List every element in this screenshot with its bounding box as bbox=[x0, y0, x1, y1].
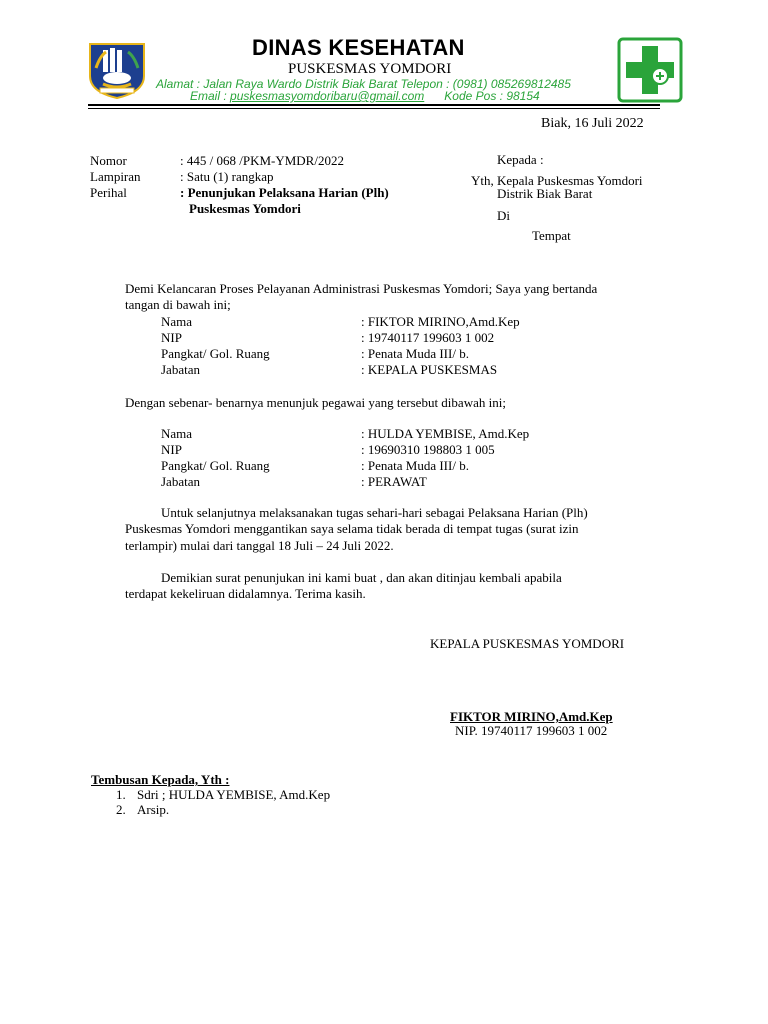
email-label: Email : bbox=[190, 89, 231, 103]
regional-emblem-icon bbox=[86, 38, 148, 100]
perihal-value-cont: Puskesmas Yomdori bbox=[189, 201, 301, 216]
appointee-nip-label: NIP bbox=[161, 442, 182, 457]
tembusan-item bbox=[116, 802, 169, 818]
header-contact-line bbox=[190, 89, 540, 103]
puskesmas-cross-logo-icon bbox=[614, 34, 686, 106]
nomor-value: : 445 / 068 /PKM-YMDR/2022 bbox=[180, 153, 344, 168]
signer-nip: : 19740117 199603 1 002 bbox=[361, 330, 495, 345]
signer-nama: : FIKTOR MIRINO,Amd.Kep bbox=[361, 314, 520, 329]
nomor-label: Nomor bbox=[90, 153, 127, 168]
appointee-jabatan-label: Jabatan bbox=[161, 474, 200, 489]
appointee-pangkat: : Penata Muda III/ b. bbox=[361, 458, 469, 473]
header-divider-thin bbox=[88, 108, 660, 109]
tembusan-item-text: Sdri ; HULDA YEMBISE, Amd.Kep bbox=[137, 787, 331, 802]
intro-line1: Demi Kelancaran Proses Pelayanan Administrasi Puskesmas Yomdori; Saya yang bertanda bbox=[125, 281, 598, 296]
header-address: Alamat : Jalan Raya Wardo Distrik Biak Barat Telepon : (0981) 085269812485 bbox=[156, 77, 571, 91]
appoint-text: Dengan sebenar- benarnya menunjuk pegawai yang tersebut dibawah ini; bbox=[125, 395, 506, 410]
postcode: Kode Pos : 98154 bbox=[444, 89, 540, 103]
agency-subtitle: PUSKESMAS YOMDORI bbox=[288, 61, 452, 77]
signature-nip: NIP. 19740117 199603 1 002 bbox=[455, 723, 608, 738]
header-divider bbox=[88, 104, 660, 106]
perihal-label: Perihal bbox=[90, 185, 127, 200]
email-link[interactable]: puskesmasyomdoribaru@gmail.com bbox=[230, 89, 425, 103]
appointee-pangkat-label: Pangkat/ Gol. Ruang bbox=[161, 458, 270, 473]
recipient-line2: Distrik Biak Barat bbox=[497, 186, 593, 201]
appointee-nama: : HULDA YEMBISE, Amd.Kep bbox=[361, 426, 530, 441]
recipient-line1: Yth, Kepala Puskesmas Yomdori bbox=[471, 173, 643, 188]
intro-line2: tangan di bawah ini; bbox=[125, 297, 231, 312]
signer-pangkat: : Penata Muda III/ b. bbox=[361, 346, 469, 361]
spacer bbox=[424, 89, 444, 103]
lampiran-value: : Satu (1) rangkap bbox=[180, 169, 274, 184]
recipient-kepada: Kepada : bbox=[497, 152, 544, 167]
para1-line2: Puskesmas Yomdori menggantikan saya selama tidak berada di tempat tugas (surat izin bbox=[125, 521, 579, 536]
appointee-nip: : 19690310 198803 1 005 bbox=[361, 442, 495, 457]
tembusan-item-number: 2. bbox=[116, 802, 126, 817]
agency-title: DINAS KESEHATAN bbox=[252, 35, 465, 60]
right-logo bbox=[614, 34, 686, 106]
tembusan-item bbox=[116, 787, 330, 803]
recipient-tempat: Tempat bbox=[532, 228, 571, 243]
recipient-di: Di bbox=[497, 208, 510, 223]
para2-line2: terdapat kekeliruan didalamnya. Terima kasih. bbox=[125, 586, 366, 601]
signer-jabatan: : KEPALA PUSKESMAS bbox=[361, 362, 498, 377]
signer-nip-label: NIP bbox=[161, 330, 182, 345]
para1-line3: terlampir) mulai dari tanggal 18 Juli – 24 Juli 2022. bbox=[125, 538, 394, 553]
para2-line1: Demikian surat penunjukan ini kami buat , dan akan ditinjau kembali apabila bbox=[161, 570, 562, 585]
signer-jabatan-label: Jabatan bbox=[161, 362, 200, 377]
para1-line1: Untuk selanjutnya melaksanakan tugas sehari-hari sebagai Pelaksana Harian (Plh) bbox=[161, 505, 588, 520]
place-date: Biak, 16 Juli 2022 bbox=[541, 116, 644, 131]
signer-pangkat-label: Pangkat/ Gol. Ruang bbox=[161, 346, 270, 361]
tembusan-item-number: 1. bbox=[116, 787, 126, 802]
appointee-nama-label: Nama bbox=[161, 426, 193, 441]
tembusan-item-text: Arsip. bbox=[137, 802, 170, 817]
left-logo bbox=[86, 38, 148, 100]
lampiran-label: Lampiran bbox=[90, 169, 141, 184]
signature-name: FIKTOR MIRINO,Amd.Kep bbox=[450, 709, 613, 724]
signer-nama-label: Nama bbox=[161, 314, 193, 329]
signature-position: KEPALA PUSKESMAS YOMDORI bbox=[430, 636, 625, 651]
tembusan-heading: Tembusan Kepada, Yth : bbox=[91, 772, 230, 787]
appointee-jabatan: : PERAWAT bbox=[361, 474, 427, 489]
perihal-value: : Penunjukan Pelaksana Harian (Plh) bbox=[180, 185, 389, 200]
